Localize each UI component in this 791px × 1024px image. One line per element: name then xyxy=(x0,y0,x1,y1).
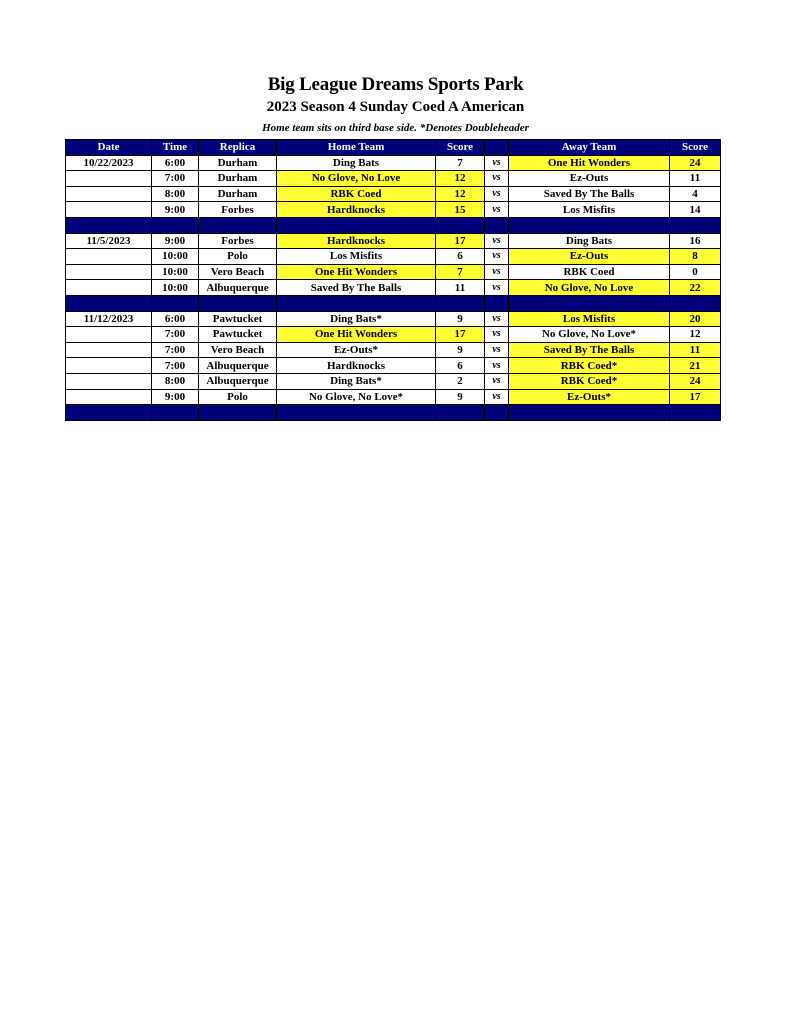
table-row xyxy=(66,373,721,389)
vs-label: vs xyxy=(485,342,509,358)
game-date xyxy=(66,327,152,343)
vs-label: vs xyxy=(485,171,509,187)
table-row xyxy=(66,358,721,374)
home-score: 6 xyxy=(436,249,485,265)
col-header-replica: Replica xyxy=(199,140,277,156)
separator-cell xyxy=(670,217,721,233)
game-time: 8:00 xyxy=(152,373,199,389)
away-score: 12 xyxy=(670,327,721,343)
col-header-date: Date xyxy=(66,140,152,156)
home-team: Ding Bats* xyxy=(277,373,436,389)
game-date xyxy=(66,171,152,187)
doubleheader-note: Home team sits on third base side. *Denotes Doubleheader xyxy=(262,122,529,134)
table-row xyxy=(66,249,721,265)
game-date: 10/22/2023 xyxy=(66,155,152,171)
home-team: One Hit Wonders xyxy=(277,264,436,280)
col-header-away-score: Score xyxy=(670,140,721,156)
game-time: 10:00 xyxy=(152,264,199,280)
away-score: 14 xyxy=(670,202,721,218)
table-row xyxy=(66,327,721,343)
separator-cell xyxy=(436,217,485,233)
away-team: RBK Coed* xyxy=(509,358,670,374)
away-team: One Hit Wonders xyxy=(509,155,670,171)
game-time: 7:00 xyxy=(152,171,199,187)
away-score: 16 xyxy=(670,233,721,249)
table-row xyxy=(66,342,721,358)
col-header-home-score: Score xyxy=(436,140,485,156)
table-row xyxy=(66,389,721,405)
game-date: 11/5/2023 xyxy=(66,233,152,249)
game-date xyxy=(66,389,152,405)
vs-label: vs xyxy=(485,264,509,280)
separator-cell xyxy=(66,217,152,233)
away-score: 22 xyxy=(670,280,721,296)
group-separator xyxy=(66,217,721,233)
home-team: Hardknocks xyxy=(277,358,436,374)
table-row xyxy=(66,311,721,327)
home-score: 12 xyxy=(436,171,485,187)
home-team: Ez-Outs* xyxy=(277,342,436,358)
col-header-vs xyxy=(485,140,509,156)
game-replica: Polo xyxy=(199,249,277,265)
game-replica: Pawtucket xyxy=(199,311,277,327)
away-team: Ez-Outs* xyxy=(509,389,670,405)
page-subtitle: 2023 Season 4 Sunday Coed A American xyxy=(266,99,525,115)
away-score: 11 xyxy=(670,171,721,187)
away-team: No Glove, No Love* xyxy=(509,327,670,343)
game-date xyxy=(66,264,152,280)
table-row xyxy=(66,186,721,202)
game-replica: Forbes xyxy=(199,233,277,249)
separator-cell xyxy=(509,217,670,233)
home-score: 9 xyxy=(436,311,485,327)
page-title: Big League Dreams Sports Park xyxy=(267,74,524,95)
away-team: Saved By The Balls xyxy=(509,186,670,202)
game-time: 7:00 xyxy=(152,342,199,358)
home-score: 9 xyxy=(436,389,485,405)
away-score: 24 xyxy=(670,155,721,171)
separator-cell xyxy=(670,295,721,311)
away-score: 17 xyxy=(670,389,721,405)
game-date xyxy=(66,280,152,296)
home-team: RBK Coed xyxy=(277,186,436,202)
game-replica: Durham xyxy=(199,171,277,187)
away-score: 24 xyxy=(670,373,721,389)
away-team: Ez-Outs xyxy=(509,249,670,265)
game-date xyxy=(66,186,152,202)
away-score: 4 xyxy=(670,186,721,202)
away-score: 11 xyxy=(670,342,721,358)
home-score: 6 xyxy=(436,358,485,374)
game-time: 10:00 xyxy=(152,249,199,265)
game-replica: Polo xyxy=(199,389,277,405)
home-score: 17 xyxy=(436,233,485,249)
game-date xyxy=(66,202,152,218)
game-time: 9:00 xyxy=(152,389,199,405)
away-team: Ding Bats xyxy=(509,233,670,249)
home-score: 9 xyxy=(436,342,485,358)
home-team: One Hit Wonders xyxy=(277,327,436,343)
vs-label: vs xyxy=(485,327,509,343)
home-team: Ding Bats* xyxy=(277,311,436,327)
vs-label: vs xyxy=(485,202,509,218)
away-team: RBK Coed xyxy=(509,264,670,280)
game-date: 11/12/2023 xyxy=(66,311,152,327)
separator-cell xyxy=(436,405,485,421)
col-header-time: Time xyxy=(152,140,199,156)
home-team: Los Misfits xyxy=(277,249,436,265)
game-time: 9:00 xyxy=(152,233,199,249)
game-time: 6:00 xyxy=(152,155,199,171)
away-team: Los Misfits xyxy=(509,202,670,218)
separator-cell xyxy=(485,405,509,421)
away-score: 21 xyxy=(670,358,721,374)
separator-cell xyxy=(436,295,485,311)
vs-label: vs xyxy=(485,155,509,171)
vs-label: vs xyxy=(485,280,509,296)
group-separator xyxy=(66,405,721,421)
home-score: 15 xyxy=(436,202,485,218)
away-score: 20 xyxy=(670,311,721,327)
game-date xyxy=(66,249,152,265)
game-time: 7:00 xyxy=(152,358,199,374)
table-row xyxy=(66,233,721,249)
home-score: 17 xyxy=(436,327,485,343)
away-team: Saved By The Balls xyxy=(509,342,670,358)
vs-label: vs xyxy=(485,311,509,327)
game-replica: Albuquerque xyxy=(199,280,277,296)
game-replica: Forbes xyxy=(199,202,277,218)
col-header-home-team: Home Team xyxy=(277,140,436,156)
table-row xyxy=(66,280,721,296)
home-team: Saved By The Balls xyxy=(277,280,436,296)
game-time: 9:00 xyxy=(152,202,199,218)
separator-cell xyxy=(277,217,436,233)
away-team: Ez-Outs xyxy=(509,171,670,187)
schedule-table xyxy=(65,139,721,421)
separator-cell xyxy=(152,217,199,233)
vs-label: vs xyxy=(485,358,509,374)
separator-cell xyxy=(199,217,277,233)
home-team: Hardknocks xyxy=(277,202,436,218)
game-replica: Pawtucket xyxy=(199,327,277,343)
table-row xyxy=(66,202,721,218)
game-replica: Vero Beach xyxy=(199,342,277,358)
separator-cell xyxy=(485,295,509,311)
game-replica: Durham xyxy=(199,186,277,202)
game-replica: Durham xyxy=(199,155,277,171)
schedule-body xyxy=(66,155,721,421)
game-date xyxy=(66,373,152,389)
vs-label: vs xyxy=(485,249,509,265)
vs-label: vs xyxy=(485,186,509,202)
game-replica: Albuquerque xyxy=(199,358,277,374)
home-team: Ding Bats xyxy=(277,155,436,171)
vs-label: vs xyxy=(485,233,509,249)
col-header-away-team: Away Team xyxy=(509,140,670,156)
separator-cell xyxy=(152,295,199,311)
separator-cell xyxy=(66,295,152,311)
game-time: 8:00 xyxy=(152,186,199,202)
vs-label: vs xyxy=(485,373,509,389)
home-team: Hardknocks xyxy=(277,233,436,249)
separator-cell xyxy=(670,405,721,421)
away-team: Los Misfits xyxy=(509,311,670,327)
separator-cell xyxy=(277,405,436,421)
home-score: 2 xyxy=(436,373,485,389)
away-score: 8 xyxy=(670,249,721,265)
separator-cell xyxy=(509,295,670,311)
game-time: 10:00 xyxy=(152,280,199,296)
game-date xyxy=(66,358,152,374)
home-team: No Glove, No Love xyxy=(277,171,436,187)
group-separator xyxy=(66,295,721,311)
game-time: 6:00 xyxy=(152,311,199,327)
home-team: No Glove, No Love* xyxy=(277,389,436,405)
game-replica: Vero Beach xyxy=(199,264,277,280)
separator-cell xyxy=(199,295,277,311)
table-row xyxy=(66,171,721,187)
home-score: 7 xyxy=(436,155,485,171)
game-time: 7:00 xyxy=(152,327,199,343)
separator-cell xyxy=(66,405,152,421)
home-score: 11 xyxy=(436,280,485,296)
separator-cell xyxy=(509,405,670,421)
vs-label: vs xyxy=(485,389,509,405)
away-team: RBK Coed* xyxy=(509,373,670,389)
separator-cell xyxy=(485,217,509,233)
home-score: 12 xyxy=(436,186,485,202)
home-score: 7 xyxy=(436,264,485,280)
game-replica: Albuquerque xyxy=(199,373,277,389)
away-team: No Glove, No Love xyxy=(509,280,670,296)
away-score: 0 xyxy=(670,264,721,280)
header-row xyxy=(66,140,721,156)
separator-cell xyxy=(277,295,436,311)
table-row xyxy=(66,264,721,280)
table-row xyxy=(66,155,721,171)
separator-cell xyxy=(152,405,199,421)
game-date xyxy=(66,342,152,358)
separator-cell xyxy=(199,405,277,421)
